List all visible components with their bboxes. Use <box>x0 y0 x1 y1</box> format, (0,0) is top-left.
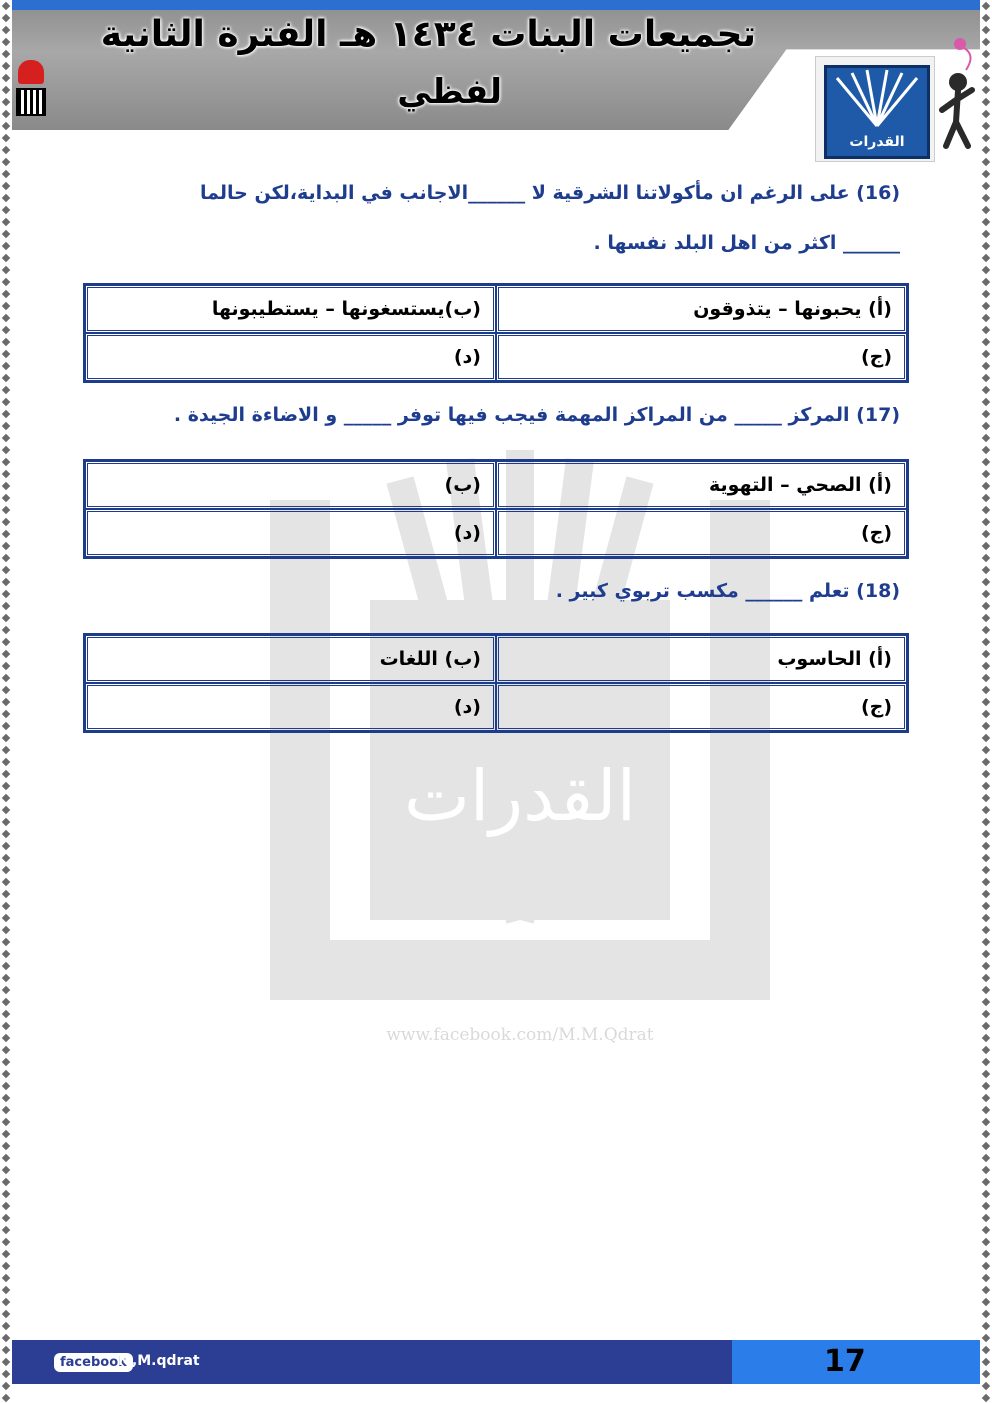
diamond-ornament <box>982 1370 990 1378</box>
diamond-ornament <box>982 926 990 934</box>
diamond-ornament <box>982 1142 990 1150</box>
diamond-ornament <box>2 830 10 838</box>
diamond-ornament <box>2 674 10 682</box>
svg-text:القدرات: القدرات <box>403 755 637 837</box>
diamond-ornament <box>982 110 990 118</box>
diamond-ornament <box>2 974 10 982</box>
diamond-ornament <box>2 434 10 442</box>
diamond-ornament <box>982 818 990 826</box>
diamond-ornament <box>982 374 990 382</box>
diamond-ornament <box>982 266 990 274</box>
diamond-ornament <box>2 1118 10 1126</box>
diamond-ornament <box>2 842 10 850</box>
diamond-ornament <box>982 170 990 178</box>
diamond-ornament <box>982 698 990 706</box>
diamond-ornament <box>2 566 10 574</box>
page-title: تجميعات البنات ١٤٣٤ هـ الفترة الثانية <box>100 14 756 55</box>
diamond-ornament <box>2 242 10 250</box>
diamond-ornament <box>2 698 10 706</box>
diamond-ornament <box>2 722 10 730</box>
diamond-ornament <box>982 1286 990 1294</box>
diamond-ornament <box>982 254 990 262</box>
diamond-ornament <box>2 590 10 598</box>
diamond-ornament <box>2 998 10 1006</box>
diamond-ornament <box>982 1094 990 1102</box>
diamond-ornament <box>2 398 10 406</box>
diamond-ornament <box>2 758 10 766</box>
diamond-ornament <box>982 962 990 970</box>
diamond-ornament <box>982 950 990 958</box>
diamond-ornament <box>2 746 10 754</box>
left-diamond-border <box>0 0 12 1403</box>
diamond-ornament <box>2 122 10 130</box>
diamond-ornament <box>2 302 10 310</box>
diamond-ornament <box>982 854 990 862</box>
diamond-ornament <box>2 350 10 358</box>
diamond-ornament <box>2 1226 10 1234</box>
diamond-ornament <box>2 1190 10 1198</box>
diamond-ornament <box>2 782 10 790</box>
diamond-ornament <box>2 218 10 226</box>
diamond-ornament <box>2 170 10 178</box>
diamond-ornament <box>982 686 990 694</box>
diamond-ornament <box>982 734 990 742</box>
diamond-ornament <box>2 938 10 946</box>
diamond-ornament <box>2 290 10 298</box>
diamond-ornament <box>982 578 990 586</box>
diamond-ornament <box>982 446 990 454</box>
diamond-ornament <box>982 986 990 994</box>
question-16-text-continued: ______ اكثر من اهل البلد نفسها . <box>593 232 900 254</box>
diamond-ornament <box>982 50 990 58</box>
diamond-ornament <box>982 98 990 106</box>
diamond-ornament <box>982 638 990 646</box>
diamond-ornament <box>982 2 990 10</box>
diamond-ornament <box>2 734 10 742</box>
diamond-ornament <box>982 182 990 190</box>
diamond-ornament <box>2 1178 10 1186</box>
diamond-ornament <box>2 38 10 46</box>
diamond-ornament <box>2 386 10 394</box>
diamond-ornament <box>982 1274 990 1282</box>
diamond-ornament <box>982 1046 990 1054</box>
diamond-ornament <box>2 134 10 142</box>
diamond-ornament <box>982 1238 990 1246</box>
diamond-ornament <box>2 1154 10 1162</box>
diamond-ornament <box>982 914 990 922</box>
diamond-ornament <box>982 470 990 478</box>
diamond-ornament <box>982 626 990 634</box>
diamond-ornament <box>2 314 10 322</box>
diamond-ornament <box>982 74 990 82</box>
diamond-ornament <box>2 1046 10 1054</box>
diamond-ornament <box>2 1262 10 1270</box>
diamond-ornament <box>2 422 10 430</box>
diamond-ornament <box>2 494 10 502</box>
diamond-ornament <box>2 530 10 538</box>
diamond-ornament <box>982 38 990 46</box>
option-c[interactable]: (ج) <box>496 683 907 731</box>
diamond-ornament <box>2 1130 10 1138</box>
diamond-ornament <box>2 818 10 826</box>
diamond-ornament <box>982 542 990 550</box>
diamond-ornament <box>982 194 990 202</box>
question-16-options <box>83 283 909 383</box>
diamond-ornament <box>2 206 10 214</box>
question-17-text: (17) المركز _____ من المراكز المهمة فيجب فيها توفر _____ و الاضاءة الجيدة . <box>173 404 900 426</box>
diamond-ornament <box>982 830 990 838</box>
diamond-ornament <box>982 1070 990 1078</box>
diamond-ornament <box>2 482 10 490</box>
diamond-ornament <box>982 902 990 910</box>
diamond-ornament <box>982 662 990 670</box>
diamond-ornament <box>2 626 10 634</box>
diamond-ornament <box>2 686 10 694</box>
diamond-ornament <box>2 506 10 514</box>
diamond-ornament <box>2 554 10 562</box>
diamond-ornament <box>2 602 10 610</box>
diamond-ornament <box>2 14 10 22</box>
diamond-ornament <box>982 350 990 358</box>
diamond-ornament <box>982 362 990 370</box>
diamond-ornament <box>2 1106 10 1114</box>
diamond-ornament <box>2 1022 10 1030</box>
option-b[interactable]: (ب)يستسغونها – يستطيبونها <box>85 285 496 333</box>
diamond-ornament <box>2 1310 10 1318</box>
diamond-ornament <box>2 710 10 718</box>
diamond-ornament <box>2 518 10 526</box>
diamond-ornament <box>982 326 990 334</box>
question-17-options <box>83 459 909 559</box>
diamond-ornament <box>982 878 990 886</box>
diamond-ornament <box>2 1298 10 1306</box>
diamond-ornament <box>982 842 990 850</box>
option-a[interactable]: (أ) الصحي – التهوية <box>496 461 907 509</box>
diamond-ornament <box>2 470 10 478</box>
diamond-ornament <box>982 494 990 502</box>
diamond-ornament <box>982 14 990 22</box>
diamond-ornament <box>982 290 990 298</box>
diamond-ornament <box>982 518 990 526</box>
diamond-ornament <box>982 530 990 538</box>
book-logo-icon <box>824 65 930 159</box>
diamond-ornament <box>982 26 990 34</box>
option-b[interactable]: (ب) اللغات <box>85 635 496 683</box>
diamond-ornament <box>2 1394 10 1402</box>
diamond-ornament <box>982 722 990 730</box>
diamond-ornament <box>2 1214 10 1222</box>
diamond-ornament <box>2 1082 10 1090</box>
diamond-ornament <box>2 1346 10 1354</box>
diamond-ornament <box>2 902 10 910</box>
diamond-ornament <box>982 206 990 214</box>
diamond-ornament <box>2 770 10 778</box>
diamond-ornament <box>982 1298 990 1306</box>
right-diamond-border <box>980 0 992 1403</box>
diamond-ornament <box>2 230 10 238</box>
diamond-ornament <box>2 614 10 622</box>
diamond-ornament <box>982 146 990 154</box>
diamond-ornament <box>2 1286 10 1294</box>
option-d[interactable]: (د) <box>85 509 496 557</box>
android-icon <box>18 60 44 84</box>
diamond-ornament <box>982 1106 990 1114</box>
option-a[interactable]: (أ) الحاسوب <box>496 635 907 683</box>
diamond-ornament <box>2 446 10 454</box>
diamond-ornament <box>982 1262 990 1270</box>
diamond-ornament <box>982 1394 990 1402</box>
diamond-ornament <box>2 1250 10 1258</box>
diamond-ornament <box>982 1358 990 1366</box>
diamond-ornament <box>982 422 990 430</box>
diamond-ornament <box>2 338 10 346</box>
diamond-ornament <box>2 662 10 670</box>
diamond-ornament <box>982 710 990 718</box>
diamond-ornament <box>2 266 10 274</box>
diamond-ornament <box>982 302 990 310</box>
option-c[interactable]: (ج) <box>496 509 907 557</box>
diamond-ornament <box>982 614 990 622</box>
diamond-ornament <box>2 110 10 118</box>
diamond-ornament <box>2 26 10 34</box>
question-18-text: (18) تعلم ______ مكسب تربوي كبير . <box>555 580 900 602</box>
qr-code-icon <box>16 88 46 116</box>
diamond-ornament <box>982 770 990 778</box>
diamond-ornament <box>2 1142 10 1150</box>
diamond-ornament <box>982 746 990 754</box>
option-d[interactable]: (د) <box>85 333 496 381</box>
diamond-ornament <box>2 1202 10 1210</box>
diamond-ornament <box>2 74 10 82</box>
diamond-ornament <box>982 890 990 898</box>
diamond-ornament <box>2 458 10 466</box>
diamond-ornament <box>982 410 990 418</box>
diamond-ornament <box>982 1334 990 1342</box>
diamond-ornament <box>2 1010 10 1018</box>
diamond-ornament <box>2 1058 10 1066</box>
diamond-ornament <box>2 158 10 166</box>
logo-text: القدرات <box>849 134 905 150</box>
diamond-ornament <box>2 1322 10 1330</box>
diamond-ornament <box>982 482 990 490</box>
question-16-text: (16) على الرغم ان مأكولاتنا الشرقية لا ______الاجانب في البداية،لكن حالما <box>200 182 900 204</box>
diamond-ornament <box>982 506 990 514</box>
diamond-ornament <box>2 854 10 862</box>
diamond-ornament <box>982 938 990 946</box>
diamond-ornament <box>2 578 10 586</box>
diamond-ornament <box>2 254 10 262</box>
diamond-ornament <box>2 890 10 898</box>
diamond-ornament <box>2 410 10 418</box>
diamond-ornament <box>2 1166 10 1174</box>
diamond-ornament <box>982 134 990 142</box>
watermark-url: www.facebook.com/M.M.Qdrat <box>386 1025 654 1045</box>
diamond-ornament <box>982 1010 990 1018</box>
diamond-ornament <box>982 566 990 574</box>
diamond-ornament <box>982 602 990 610</box>
diamond-ornament <box>982 806 990 814</box>
diamond-ornament <box>2 1238 10 1246</box>
diamond-ornament <box>982 158 990 166</box>
diamond-ornament <box>2 1334 10 1342</box>
mascot-figure-icon <box>936 30 980 150</box>
question-18-options <box>83 633 909 733</box>
diamond-ornament <box>2 278 10 286</box>
diamond-ornament <box>982 1214 990 1222</box>
diamond-ornament <box>982 1250 990 1258</box>
diamond-ornament <box>2 1370 10 1378</box>
diamond-ornament <box>982 458 990 466</box>
option-b[interactable]: (ب) <box>85 461 496 509</box>
diamond-ornament <box>2 2 10 10</box>
diamond-ornament <box>982 1118 990 1126</box>
diamond-ornament <box>2 326 10 334</box>
diamond-ornament <box>982 1382 990 1390</box>
diamond-ornament <box>982 650 990 658</box>
facebook-account[interactable]: M,M.qdrat <box>118 1353 200 1369</box>
diamond-ornament <box>2 866 10 874</box>
diamond-ornament <box>982 218 990 226</box>
option-c[interactable]: (ج) <box>496 333 907 381</box>
qdrat-logo <box>815 56 935 162</box>
diamond-ornament <box>982 398 990 406</box>
diamond-ornament <box>982 1190 990 1198</box>
diamond-ornament <box>2 950 10 958</box>
diamond-ornament <box>2 1274 10 1282</box>
diamond-ornament <box>982 314 990 322</box>
diamond-ornament <box>982 86 990 94</box>
diamond-ornament <box>982 1166 990 1174</box>
diamond-ornament <box>2 878 10 886</box>
diamond-ornament <box>2 374 10 382</box>
diamond-ornament <box>982 1202 990 1210</box>
diamond-ornament <box>982 1178 990 1186</box>
diamond-ornament <box>2 1094 10 1102</box>
diamond-ornament <box>982 998 990 1006</box>
diamond-ornament <box>982 62 990 70</box>
diamond-ornament <box>982 554 990 562</box>
diamond-ornament <box>2 806 10 814</box>
diamond-ornament <box>2 50 10 58</box>
diamond-ornament <box>982 1022 990 1030</box>
diamond-ornament <box>982 1346 990 1354</box>
diamond-ornament <box>982 866 990 874</box>
diamond-ornament <box>2 1070 10 1078</box>
diamond-ornament <box>2 1034 10 1042</box>
diamond-ornament <box>982 674 990 682</box>
diamond-ornament <box>2 926 10 934</box>
diamond-ornament <box>2 638 10 646</box>
diamond-ornament <box>2 182 10 190</box>
diamond-ornament <box>982 974 990 982</box>
diamond-ornament <box>2 542 10 550</box>
diamond-ornament <box>982 434 990 442</box>
diamond-ornament <box>982 1154 990 1162</box>
diamond-ornament <box>982 386 990 394</box>
diamond-ornament <box>2 1382 10 1390</box>
diamond-ornament <box>982 122 990 130</box>
diamond-ornament <box>982 1322 990 1330</box>
diamond-ornament <box>2 794 10 802</box>
page-subtitle: لفظي <box>397 72 502 112</box>
diamond-ornament <box>2 62 10 70</box>
header-accent-line <box>12 0 980 10</box>
diamond-ornament <box>982 230 990 238</box>
diamond-ornament <box>982 590 990 598</box>
diamond-ornament <box>982 782 990 790</box>
option-d[interactable]: (د) <box>85 683 496 731</box>
page-footer <box>12 1340 980 1384</box>
diamond-ornament <box>982 1226 990 1234</box>
diamond-ornament <box>2 986 10 994</box>
diamond-ornament <box>982 1310 990 1318</box>
diamond-ornament <box>982 242 990 250</box>
book-rays-icon <box>827 68 927 128</box>
page-number: 17 <box>824 1344 866 1379</box>
facebook-badge[interactable]: facebook <box>54 1353 133 1372</box>
diamond-ornament <box>982 1130 990 1138</box>
diamond-ornament <box>2 914 10 922</box>
diamond-ornament <box>2 86 10 94</box>
diamond-ornament <box>2 650 10 658</box>
diamond-ornament <box>982 338 990 346</box>
option-a[interactable]: (أ) يحبونها – يتذوقون <box>496 285 907 333</box>
diamond-ornament <box>982 1058 990 1066</box>
diamond-ornament <box>2 962 10 970</box>
diamond-ornament <box>2 1358 10 1366</box>
diamond-ornament <box>982 794 990 802</box>
diamond-ornament <box>2 98 10 106</box>
diamond-ornament <box>2 194 10 202</box>
diamond-ornament <box>982 278 990 286</box>
diamond-ornament <box>2 146 10 154</box>
diamond-ornament <box>982 1082 990 1090</box>
diamond-ornament <box>2 362 10 370</box>
diamond-ornament <box>982 758 990 766</box>
diamond-ornament <box>982 1034 990 1042</box>
